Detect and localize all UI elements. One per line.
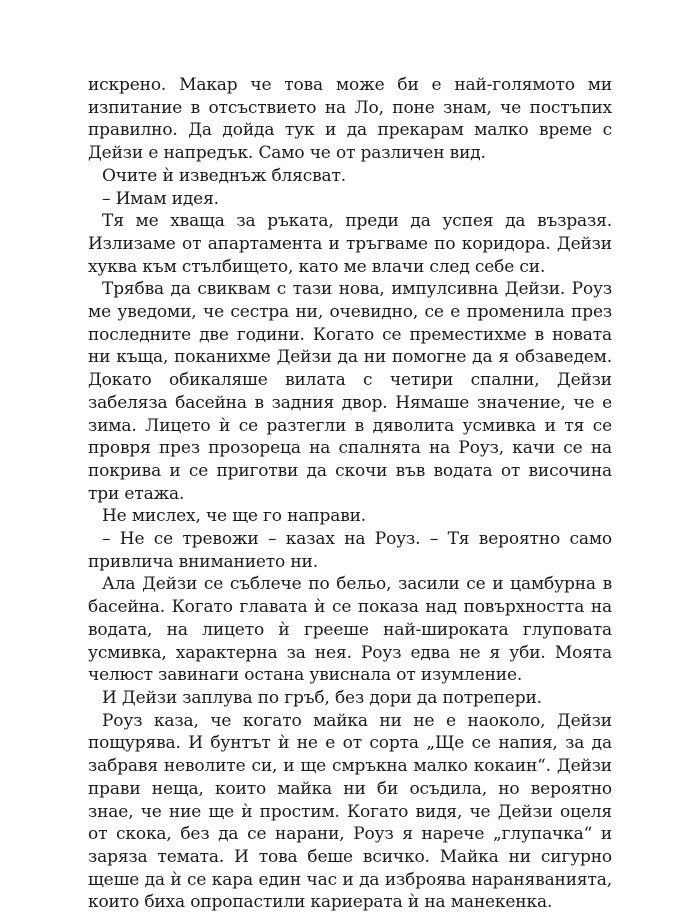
paragraph-2: Очите ѝ изведнъж блясват. [102,165,347,186]
paragraph-7: – Не се тревожи – казах на Роуз. – Тя вероятно само привлича вниманието ни. [88,529,612,572]
paragraph-1: искрено. Макар че това може би е най-голямото ми изпитание в отсъствието на Ло, поне знам, че постъпих правилно. Да дойда тук и да прекарам малко време с Дейзи е напредък. Само че от различен вид. [88,75,612,164]
paragraph-5: Трябва да свиквам с тази нова, импулсивна Дейзи. Роуз ме уведоми, че сестра ни, очевидно, се е променила през последните две години. Когато се преместихме в новата ни къща, поканихме Дейзи да ни помогне да я обзаведем. Докато обикаляше вилата с четири спални, Дейзи забеляза басейна в задния двор. Нямаше значение, че е зима. Лицето ѝ се разтегли в дяволита усмивка и тя се провря през прозореца на спалнята на Роуз, качи се на покрива и се приготви да скочи във водата от височина три етажа. [88,279,612,504]
paragraph-10: Роуз каза, че когато майка ни не е наоколо, Дейзи пощурява. И бунтът ѝ не е от сорта „Ще се напия, за да забравя неволите си, и ще смръкна малко кокаин“. Дейзи прави неща, които майка ни би осъдила, но вероятно знае, че ние ще ѝ простим. Когато видя, че Дейзи оцеля от скока, без да се нарани, Роуз я нарече „глупачка“ и заряза темата. И това беше всичко. Майка ни сигурно щеше да ѝ се кара един час и да изброява нараняванията, които биха опропастили кариерата ѝ на манекенка. [88,710,612,913]
paragraph-4: Тя ме хваща за ръката, преди да успея да възразя. Излизаме от апартамента и тръгваме по коридора. Дейзи хуква към стълбището, като ме влачи след себе си. [88,211,612,277]
paragraph-6: Не мислех, че ще го направи. [102,506,367,527]
body-text [88,74,612,914]
paragraph-3: – Имам идея. [102,188,219,209]
paragraph-9: И Дейзи заплува по гръб, без дори да потрепери. [102,687,542,708]
paragraph-8: Ала Дейзи се съблече по бельо, засили се и цамбурна в басейна. Когато главата ѝ се показа над повърхността на водата, на лицето ѝ грееше най-широката глуповата усмивка, характерна за нея. Роуз едва не я уби. Моята челюст завинаги остана увиснала от изумление. [88,574,612,686]
